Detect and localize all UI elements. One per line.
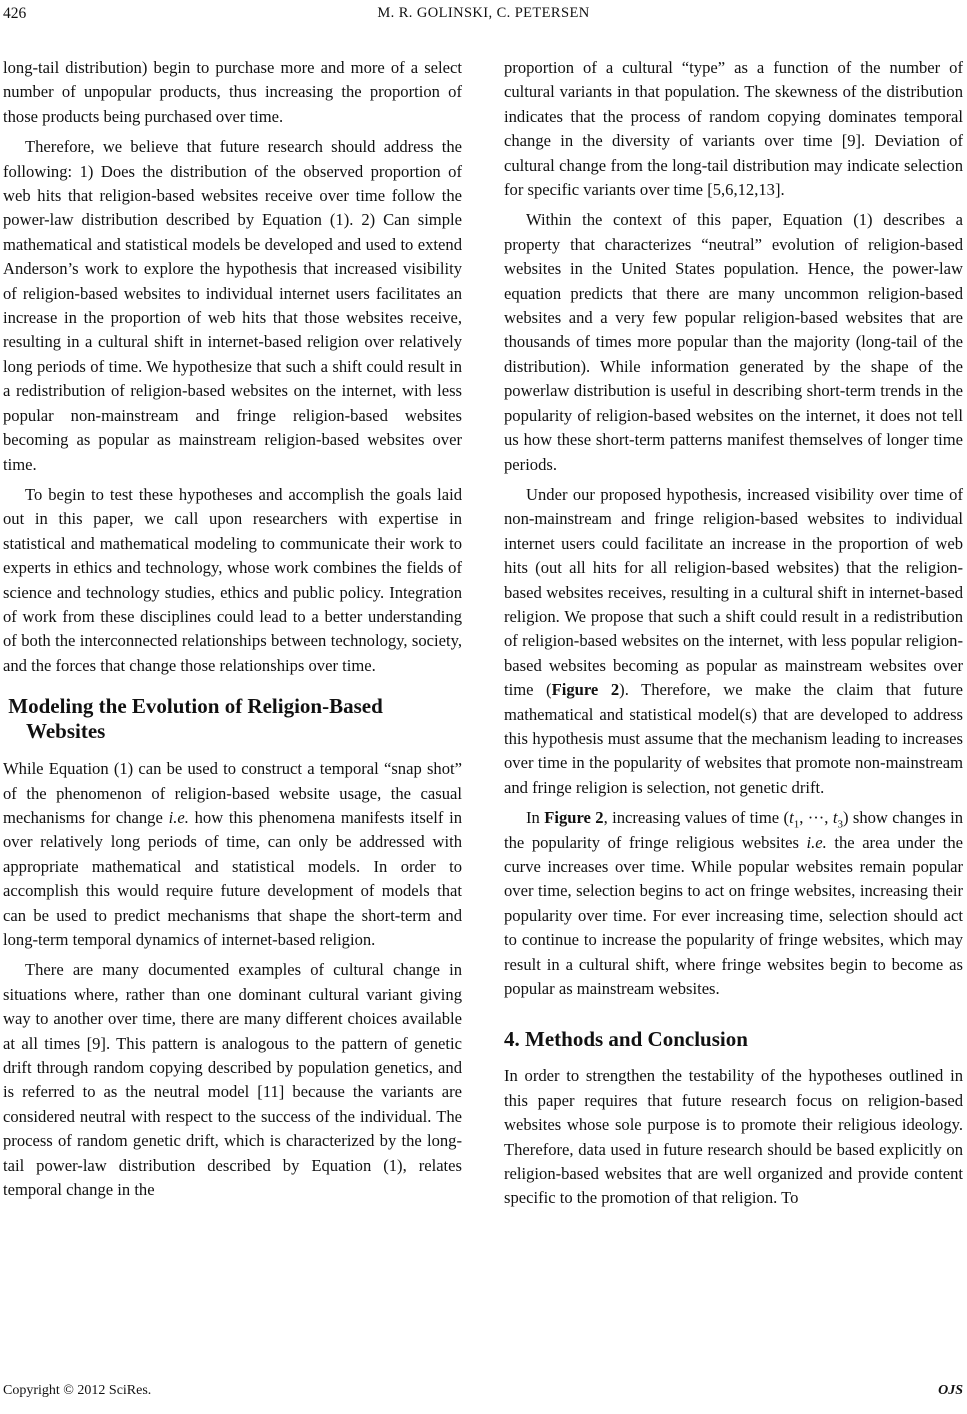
paragraph: long-tail distribution) begin to purchase more and more of a select number of unpopular products, thus increasing the proportion of those products being purchased over time. <box>3 58 462 126</box>
text-run: ). Therefore, we make the claim that future mathematical and statistical model(s) that are developed to address this hypothesis must assume that the mechanism leading to increases over time in the popularity of websites that promote non-mainstream and fringe religion is selection, not genetic drift. <box>504 680 963 797</box>
figure-reference: Figure 2 <box>551 680 620 700</box>
right-column <box>504 56 963 1211</box>
figure-reference: Figure 2 <box>544 808 604 828</box>
left-column <box>3 56 462 1202</box>
text-run-italic: i.e. <box>806 832 827 852</box>
subscript: 1 <box>793 818 800 831</box>
text-run: , increasing values of time ( <box>603 808 790 828</box>
page-number: 426 <box>3 5 27 22</box>
paragraph: Within the context of this paper, Equation (1) describes a property that characterizes “neutral” evolution of religion-based websites in the United States population. Hence, the power-law equation predicts that there are many uncommon religion-based websites and a very few popular religion-based websites that are thousands of times more popular than the majority (long-tail of the distribution). While information generated by the shape of the powerlaw distribution is useful in describing short-term trends in the popularity of religion-based websites on the internet, it does not tell us how these short-term patterns manifest themselves of longer time periods. <box>504 210 963 474</box>
section-heading-4 <box>504 1027 963 1052</box>
section-heading-3 <box>3 694 462 744</box>
text-run-italic: i.e. <box>168 807 189 827</box>
copyright-notice: Copyright © 2012 SciRes. <box>3 1383 152 1398</box>
math-variable: t <box>832 808 838 828</box>
text-run: While Equation (1) can be used to construct a temporal “snap shot” of the phenomenon of religion-based website usage, the casual mechanisms for change <box>3 759 462 827</box>
text-run: Under our proposed hypothesis, increased visibility over time of non-mainstream and fringe religion-based websites to individual internet users could facilitate an increase in the proportion of web hits (out all hits for all religion-based websites) that the religion-based websites receives, resulting in a cultural shift in internet-based religion. We propose that such a shift could result in a redistribution of religion-based websites on the internet, with less popular religion-based websites becoming as popular as mainstream websites over time ( <box>504 484 963 700</box>
paragraph: In order to strengthen the testability of the hypotheses outlined in this paper requires that future research focus on religion-based websites whose sole purpose is to promote their religious ideology. Therefore, data used in future research should be based explicitly on religion-based websites that are well organized and provide content specific to the promotion of that religion. To <box>504 1066 963 1208</box>
section-number: 4. <box>504 1027 520 1052</box>
page-footer <box>0 1383 967 1407</box>
journal-name: OJS <box>938 1383 963 1398</box>
paragraph: Therefore, we believe that future research should address the following: 1) Does the distribution of the observed proportion of web hits that religion-based websites receive over time follow the power-law distribution described by Equation (1). 2) Can simple mathematical and statistical models be developed and used to extend Anderson’s work to explore the hypothesis that increased visibility of religion-based websites to individual internet users facilitates an increase in the proportion of web hits that those websites receive, resulting in a cultural shift in internet-based religion over relatively long periods of time. We hypothesize that such a shift could result in a redistribution of religion-based websites on the internet, with less popular non-mainstream and fringe religion-based websites becoming as popular as mainstream religion-based websites over time. <box>3 137 462 474</box>
paragraph <box>3 757 462 952</box>
paragraph: To begin to test these hypotheses and accomplish the goals laid out in this paper, we call upon researchers with expertise in statistical and mathematical modeling to communicate their work to experts in ethics and technology, whose work combines the fields of science and technology studies, ethics and public policy. Integration of work from these disciplines could lead to a better understanding of both the interconnected relationships between technology, society, and the forces that change those relationships over time. <box>3 484 462 675</box>
text-run: , ···, <box>799 808 833 828</box>
subscript: 3 <box>837 818 843 831</box>
page-header <box>0 0 967 30</box>
text-run: the area under the curve increases over time. While popular websites remain popular over time, selection begins to act on fringe websites, increasing their popularity over time. For ever increasing time, selection should act to continue to increase the popularity of fringe websites, which may result in a cultural shift, where fringe websites begin to become as popular as mainstream websites. <box>504 832 963 999</box>
paragraph: proportion of a cultural “type” as a function of the number of cultural variants in that population. The skewness of the distribution indicates that the process of random copying dominates temporal change in the diversity of variants over time [9]. Deviation of cultural change from the long-tail distribution may indicate selection for specific variants over time [5,6,12,13]. <box>504 58 963 200</box>
text-run: ) show changes in the popularity of fringe religious websites <box>504 808 963 852</box>
section-title: Modeling the Evolution of Religion-Based Websites <box>8 694 383 744</box>
text-run: In <box>526 808 545 828</box>
paragraph: There are many documented examples of cultural change in situations where, rather than one dominant cultural variant giving way to another over time, there are many different choices available at all times [9]. This pattern is analogous to the pattern of genetic drift through random copying described by population genetics, and is referred to as the neutral model [11] because the variants are considered neutral with respect to the success of the individual. The process of random genetic drift, which is characterized by the long-tail power-law distribution described by Equation (1), relates temporal change in the <box>3 960 462 1200</box>
math-variable: t <box>789 808 794 828</box>
paragraph <box>504 806 963 1001</box>
running-head: M. R. GOLINSKI, C. PETERSEN <box>377 5 590 21</box>
section-title: Methods and Conclusion <box>525 1027 748 1052</box>
text-run: how this phenomena manifests itself in over relatively long periods of time, can only be addressed with appropriate mathematical and statistical models. In order to accomplish this would require future development of models that can be used to predict mechanisms that shape the short-term and long-term temporal dynamics of internet-based religion. <box>3 807 462 949</box>
paragraph <box>504 483 963 800</box>
